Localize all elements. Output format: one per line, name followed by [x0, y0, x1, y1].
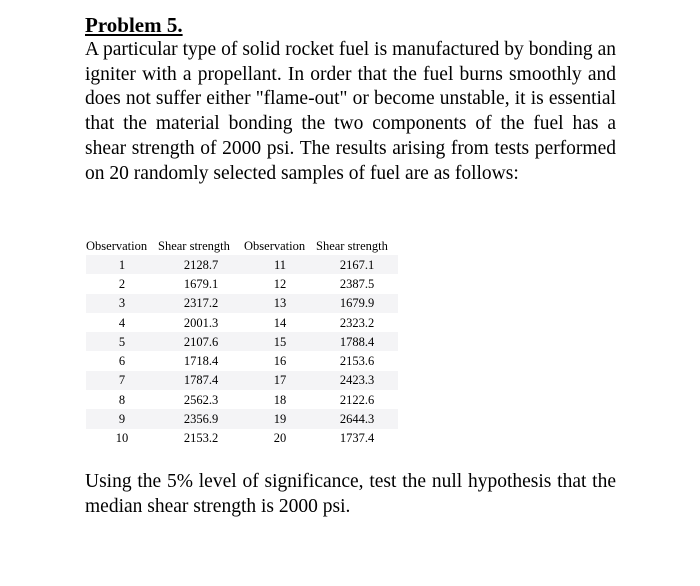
shear-strength-cell: 2167.1 — [316, 255, 398, 274]
table-row — [86, 255, 398, 274]
shear-strength-cell: 1737.4 — [339, 431, 375, 446]
observation-cell: 20 — [273, 431, 287, 446]
shear-strength-cell: 1679.9 — [316, 294, 398, 313]
table-header-row — [86, 236, 398, 255]
shear-strength-cell: 1788.4 — [316, 332, 398, 351]
table-row — [86, 274, 398, 293]
shear-strength-cell: 2387.5 — [339, 276, 375, 291]
shear-strength-cell: 2128.7 — [158, 255, 244, 274]
shear-strength-cell: 2001.3 — [183, 315, 219, 330]
problem-question: Using the 5% level of significance, test the null hypothesis that the median shear strength is 2000 psi. — [85, 471, 616, 517]
observation-cell: 2 — [118, 276, 126, 291]
table-row — [86, 351, 398, 370]
table-row — [86, 332, 398, 351]
observation-cell: 3 — [86, 294, 158, 313]
table-row — [86, 429, 398, 448]
observation-cell: 16 — [273, 354, 287, 369]
observation-cell: 4 — [118, 315, 126, 330]
problem-title: Problem 5. — [85, 13, 183, 37]
shear-strength-cell: 2153.6 — [339, 354, 375, 369]
observation-cell: 10 — [115, 431, 129, 446]
table-body — [86, 255, 398, 448]
shear-strength-cell: 2562.3 — [183, 392, 219, 407]
header-observation-1: Observation — [86, 238, 148, 253]
observation-cell: 14 — [273, 315, 287, 330]
table-row — [86, 294, 398, 313]
table-row — [86, 409, 398, 428]
table-row — [86, 313, 398, 332]
observation-cell: 5 — [86, 332, 158, 351]
observation-cell: 18 — [273, 392, 287, 407]
shear-strength-cell: 2122.6 — [339, 392, 375, 407]
shear-strength-cell: 2323.2 — [339, 315, 375, 330]
observation-cell: 1 — [86, 255, 158, 274]
header-shear-strength-2: Shear strength — [316, 238, 388, 253]
observation-cell: 15 — [244, 332, 316, 351]
shear-strength-cell: 2317.2 — [158, 294, 244, 313]
observation-cell: 6 — [118, 354, 126, 369]
observation-cell: 19 — [244, 409, 316, 428]
observation-cell: 9 — [86, 409, 158, 428]
table-row — [86, 371, 398, 390]
observation-cell: 13 — [244, 294, 316, 313]
table-row — [86, 390, 398, 409]
shear-strength-cell: 1679.1 — [183, 276, 219, 291]
observation-cell: 8 — [118, 392, 126, 407]
shear-strength-cell: 2107.6 — [158, 332, 244, 351]
header-shear-strength-1: Shear strength — [158, 238, 230, 253]
problem-intro: A particular type of solid rocket fuel is manufactured by bonding an igniter with a propellant. In order that the fuel burns smoothly and does not suffer either "flame-out" or become unstable, it is essential that the material bonding the two components of the fuel has a shear strength of 2000 psi. The results arising from tests performed on 20 randomly selected samples of fuel are as follows: — [85, 39, 616, 184]
observation-cell: 17 — [244, 371, 316, 390]
observation-cell: 11 — [244, 255, 316, 274]
shear-strength-table — [86, 236, 398, 448]
shear-strength-cell: 2644.3 — [316, 409, 398, 428]
shear-strength-cell: 1718.4 — [183, 354, 219, 369]
shear-strength-cell: 2423.3 — [316, 371, 398, 390]
observation-cell: 7 — [86, 371, 158, 390]
shear-strength-cell: 2356.9 — [158, 409, 244, 428]
shear-strength-cell: 2153.2 — [183, 431, 219, 446]
shear-strength-cell: 1787.4 — [158, 371, 244, 390]
header-observation-2: Observation — [244, 238, 306, 253]
observation-cell: 12 — [273, 276, 287, 291]
